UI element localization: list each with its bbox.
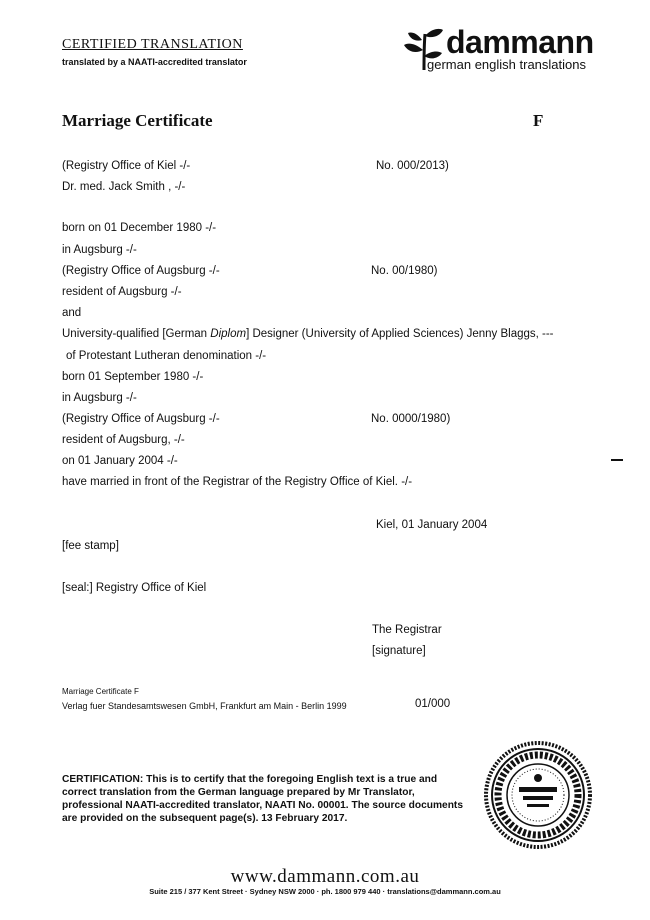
document-title: Marriage Certificate xyxy=(62,111,213,130)
website-link[interactable]: www.dammann.com.au xyxy=(230,866,420,887)
bride-registry: (Registry Office of Augsburg -/- xyxy=(62,413,220,425)
translator-seal-icon xyxy=(483,740,593,850)
bride-line xyxy=(62,328,554,340)
certification-label: CERTIFICATION: xyxy=(62,774,144,785)
certification-text: This is to certify that the foregoing English text is a true and correct translation from the German language prepared by Mr Translator, professional NAATI-accredited translator, NAATI No. 00001. The source documents are provided on the subsequent page(s). 13 February 2017. xyxy=(62,774,463,824)
groom-birthplace: in Augsburg -/- xyxy=(62,244,137,256)
certified-translation-subtitle: translated by a NAATI-accredited translator xyxy=(62,57,247,67)
registrar-signature: [signature] xyxy=(372,645,426,657)
bride-registry-number: No. 0000/1980) xyxy=(371,413,451,425)
form-name: Marriage Certificate F xyxy=(62,687,139,696)
marriage-date: on 01 January 2004 -/- xyxy=(62,455,178,467)
bride-birthplace: in Augsburg -/- xyxy=(62,392,137,404)
marriage-statement: have married in front of the Registrar of the Registry Office of Kiel. -/- xyxy=(62,476,413,488)
certification-statement xyxy=(62,773,468,825)
form-number: 01/000 xyxy=(415,698,451,710)
logo-name: dammann xyxy=(446,24,594,60)
place-and-date: Kiel, 01 January 2004 xyxy=(376,519,488,531)
registrar-title: The Registrar xyxy=(372,624,442,636)
logo-tagline: german english translations xyxy=(427,57,586,72)
groom-birth: born on 01 December 1980 -/- xyxy=(62,222,217,234)
certified-translation-title: CERTIFIED TRANSLATION xyxy=(62,37,243,52)
bride-italic: Diplom xyxy=(210,328,247,340)
bride-post: ] Designer (University of Applied Sciences) Jenny Blaggs, --- xyxy=(246,328,554,340)
bride-residence: resident of Augsburg, -/- xyxy=(62,434,185,446)
groom-registry-number: No. 00/1980) xyxy=(371,265,438,277)
document-mark: F xyxy=(533,111,544,130)
groom-registry: (Registry Office of Augsburg -/- xyxy=(62,265,220,277)
page-edge-mark xyxy=(611,459,623,461)
bride-birth: born 01 September 1980 -/- xyxy=(62,371,204,383)
registry-kiel: (Registry Office of Kiel -/- xyxy=(62,160,191,172)
bride-denomination: of Protestant Lutheran denomination -/- xyxy=(66,350,267,362)
seal-text: [seal:] Registry Office of Kiel xyxy=(62,582,207,594)
footer-address: Suite 215 / 377 Kent Street · Sydney NSW 2000 · ph. 1800 979 440 · translations@dammann.com.au xyxy=(149,887,501,896)
groom-residence: resident of Augsburg -/- xyxy=(62,286,182,298)
fee-stamp: [fee stamp] xyxy=(62,540,119,552)
bride-pre: University-qualified [German xyxy=(62,328,211,340)
and-text: and xyxy=(62,307,82,319)
publisher-line: Verlag fuer Standesamtswesen GmbH, Frankfurt am Main - Berlin 1999 xyxy=(62,701,347,711)
number-kiel: No. 000/2013) xyxy=(376,160,449,172)
groom-name: Dr. med. Jack Smith , -/- xyxy=(62,181,186,193)
